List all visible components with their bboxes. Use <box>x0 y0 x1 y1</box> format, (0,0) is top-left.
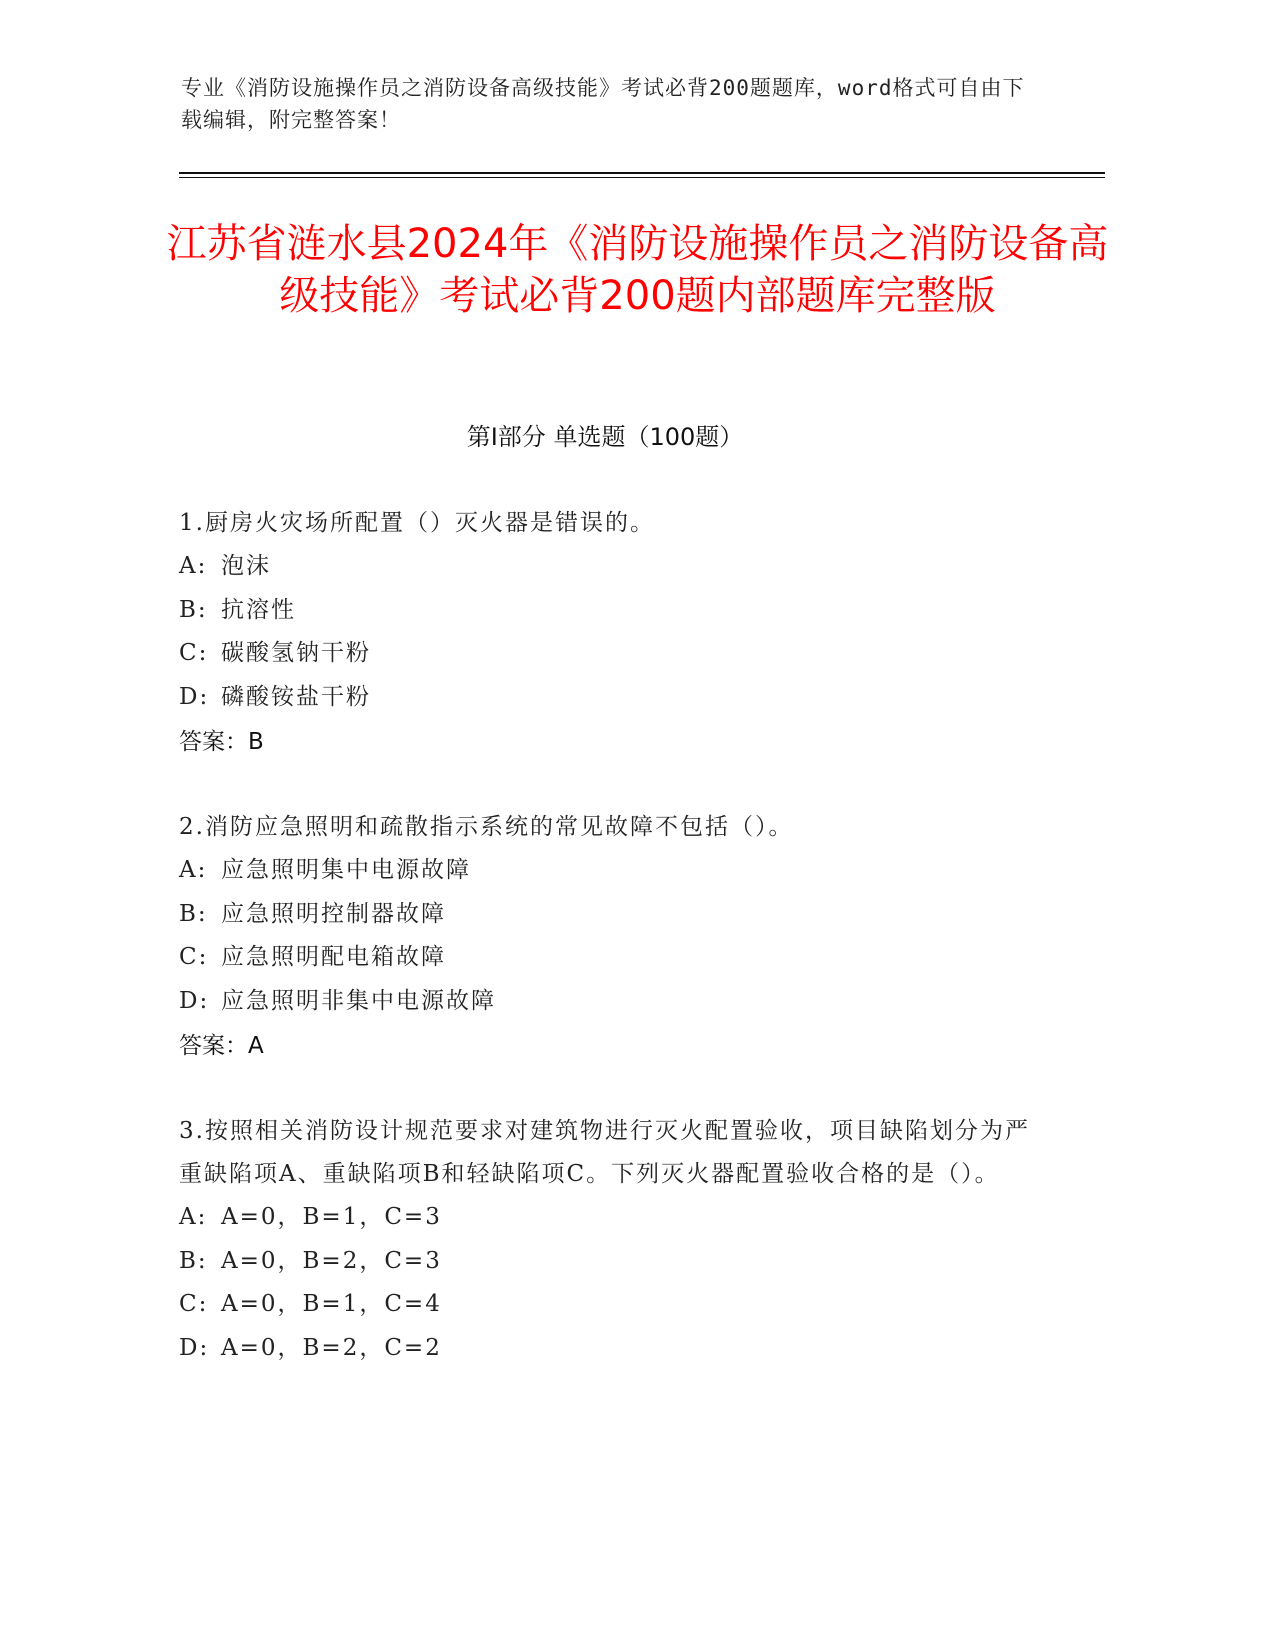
option-key: B: <box>179 900 208 927</box>
option-d <box>179 676 1039 720</box>
option-text: A=0，B=2，C=3 <box>221 1247 442 1274</box>
option-key: D: <box>179 683 210 710</box>
option-a <box>179 1196 1039 1240</box>
question-3 <box>179 1110 1039 1370</box>
answer-line: 答案：A <box>179 1033 264 1059</box>
option-key: D: <box>179 987 210 1014</box>
question-list <box>179 502 1039 1411</box>
section-heading: 第Ⅰ部分 单选题（100题） <box>466 423 744 451</box>
option-key: C: <box>179 640 209 666</box>
question-stem: 3.按照相关消防设计规范要求对建筑物进行灭火配置验收，项目缺陷划分为严重缺陷项A、重缺陷项B和轻缺陷项C。下列灭火器配置验收合格的是（）。 <box>179 1118 1030 1187</box>
option-c <box>179 1283 1039 1327</box>
option-b <box>179 893 1039 937</box>
option-key: C: <box>179 1291 209 1317</box>
option-text: 磷酸铵盐干粉 <box>221 683 371 710</box>
option-text: 应急照明配电箱故障 <box>221 944 446 970</box>
question-2 <box>179 806 1039 1069</box>
option-text: 应急照明集中电源故障 <box>221 857 471 883</box>
option-key: B: <box>179 1247 208 1274</box>
option-key: C: <box>179 944 209 970</box>
option-key: B: <box>179 596 208 623</box>
option-b <box>179 1240 1039 1284</box>
option-text: A=0，B=1，C=4 <box>221 1291 442 1317</box>
option-text: A=0，B=1，C=3 <box>221 1204 442 1230</box>
option-text: 应急照明非集中电源故障 <box>221 987 496 1014</box>
option-text: 碳酸氢钠干粉 <box>221 640 371 666</box>
question-1 <box>179 502 1039 765</box>
option-text: A=0，B=2，C=2 <box>221 1334 442 1361</box>
option-text: 抗溶性 <box>221 596 296 623</box>
question-stem: 1.厨房火灾场所配置（）灭火器是错误的。 <box>179 510 655 536</box>
option-d <box>179 1327 1039 1371</box>
question-stem: 2.消防应急照明和疏散指示系统的常见故障不包括（）。 <box>179 814 794 840</box>
option-key: A: <box>179 553 208 579</box>
option-a <box>179 849 1039 893</box>
option-b <box>179 589 1039 633</box>
option-text: 泡沫 <box>221 553 271 579</box>
option-d <box>179 980 1039 1024</box>
option-key: D: <box>179 1334 210 1361</box>
option-c <box>179 936 1039 980</box>
option-c <box>179 632 1039 676</box>
header-note: 专业《消防设施操作员之消防设备高级技能》考试必背200题题库，word格式可自由下载编辑，附完整答案！ <box>181 76 1025 132</box>
option-key: A: <box>179 1204 208 1230</box>
option-text: 应急照明控制器故障 <box>221 900 446 927</box>
header-divider-thin <box>179 177 1105 178</box>
header-divider-thick <box>179 172 1105 174</box>
answer-line: 答案：B <box>179 729 264 755</box>
option-a <box>179 545 1039 589</box>
document-title: 江苏省涟水县2024年《消防设施操作员之消防设备高级技能》考试必背200题内部题库完整版 <box>166 221 1109 319</box>
option-key: A: <box>179 857 208 883</box>
